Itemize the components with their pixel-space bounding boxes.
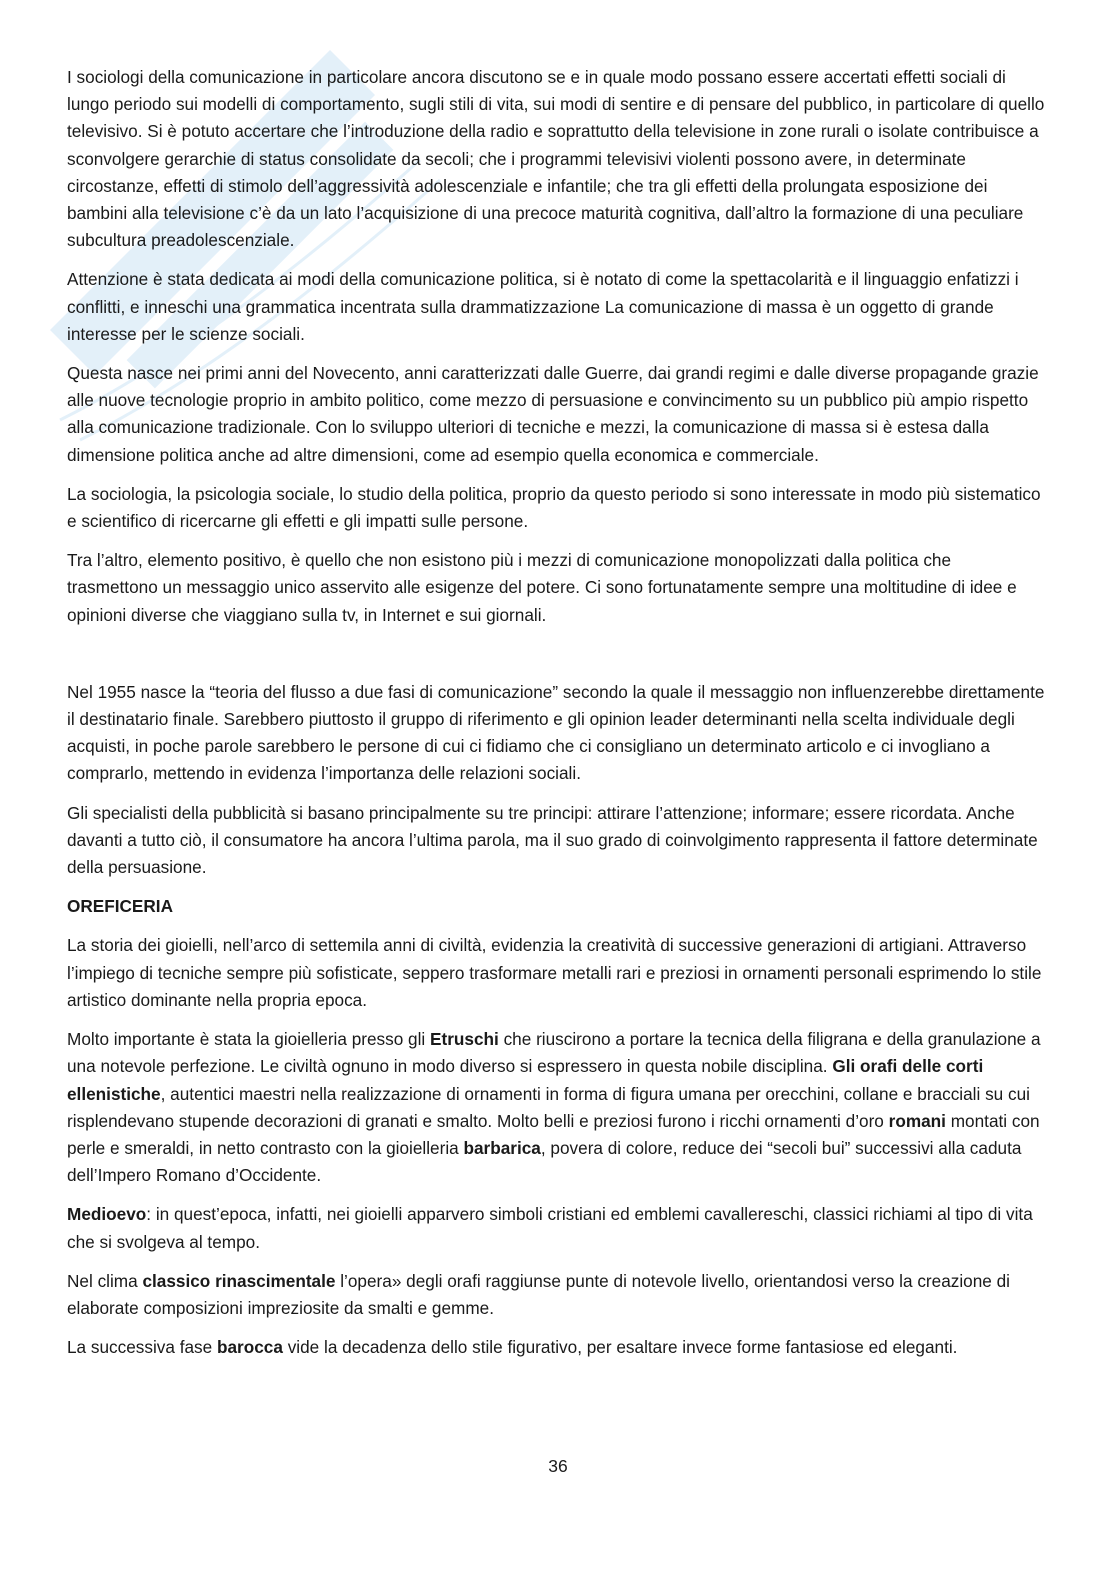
text-run: , autentici maestri nella realizzazione di ornamenti in forma di figura umana per orecchini, collane e bracciali su cui risplendevano stupende decorazioni di granati e smalto. Molto belli e preziosi furono i ricchi ornamenti d’oro [67,1083,1030,1131]
text-run: La successiva fase [67,1337,217,1358]
paragraph: Tra l’altro, elemento positivo, è quello che non esistono più i mezzi di comunicazione monopolizzati dalla politica che trasmettono un messaggio unico asservito alle esigenze del potere. Ci sono fortunatamente sempre una moltitudine di idee e opinioni diverse che viaggiano sulla tv, in Internet e sui giornali. [67,550,1017,625]
document-page [67,64,1045,1373]
text-run: vide la decadenza dello stile figurativo, per esaltare invece forme fantasiose ed eleganti. [282,1337,958,1358]
bold-term: classico rinascimentale [142,1270,336,1291]
bold-term: Medioevo [67,1204,147,1225]
bold-term: barbarica [463,1137,541,1158]
bold-term: Etruschi [430,1029,499,1050]
page-number: 36 [548,1456,568,1476]
text-run: che riuscirono a portare la tecnica della filigrana e della granulazione a una notevole perfezione. Le civiltà ognuno in modo diverso si espressero in questa nobile disciplina. [67,1029,1041,1077]
text-run: Nel clima [67,1270,143,1291]
paragraph [67,1201,1045,1255]
text-run: Molto importante è stata la gioielleria presso gli [67,1029,431,1050]
paragraph: Attenzione è stata dedicata ai modi della comunicazione politica, si è notato di come la spettacolarità e il linguaggio enfatizzi i conflitti, e inneschi una grammatica incentrata sulla drammatizzazione La comunicazione di massa è un oggetto di grande interesse per le scienze sociali. [67,269,1019,344]
paragraph: La storia dei gioielli, nell’arco di settemila anni di civiltà, evidenzia la creatività di successive generazioni di artigiani. Attraverso l’impiego di tecniche sempre più sofisticate, seppero trasformare metalli rari e preziosi in ornamenti personali esprimendo lo stile artistico dominante nella propria epoca. [67,935,1042,1010]
section-heading: OREFICERIA [67,896,173,917]
paragraph: Questa nasce nei primi anni del Novecento, anni caratterizzati dalle Guerre, dai grandi regimi e dalle diverse propagande grazie alle nuove tecnologie proprio in ambito politico, come mezzo di persuasione e convincimento su un pubblico più ampio rispetto alla comunicazione tradizionale. Con lo sviluppo ulteriori di tecniche e mezzi, la comunicazione di massa si è estesa dalla dimensione politica anche ad altre dimensioni, come ad esempio quella economica e commerciale. [67,363,1039,465]
bold-term: Gli orafi delle corti ellenistiche [67,1056,984,1104]
text-run: montati con perle e smeraldi, in netto contrasto con la gioielleria [67,1110,1040,1158]
text-run: l’opera» degli orafi raggiunse punte di notevole livello, orientandosi verso la creazione di elaborate composizioni impreziosite da smalti e gemme. [67,1270,1011,1318]
bold-term: romani [888,1110,946,1131]
paragraph [67,1334,1045,1361]
text-run: : in quest’epoca, infatti, nei gioielli apparvero simboli cristiani ed emblemi cavallereschi, classici richiami al tipo di vita che si svolgeva al tempo. [67,1204,1033,1252]
bold-term: barocca [217,1337,283,1358]
paragraph: Nel 1955 nasce la “teoria del flusso a due fasi di comunicazione” secondo la quale il messaggio non influenzerebbe direttamente il destinatario finale. Sarebbero piuttosto il gruppo di riferimento e gli opinion leader determinanti nella scelta individuale degli acquisti, in poche parole sarebbero le persone di cui ci fidiamo che ci consigliano un determinato articolo e ci invogliano a comprarlo, mettendo in evidenza l’importanza delle relazioni sociali. [67,681,1045,784]
text-run: , povera di colore, reduce dei “secoli bui” successivi alla caduta dell’Impero Romano d’Occidente. [67,1137,1022,1186]
paragraph [67,1026,1045,1189]
paragraph [67,1268,1045,1322]
paragraph: Gli specialisti della pubblicità si basano principalmente su tre principi: attirare l’attenzione; informare; essere ricordata. Anche davanti a tutto ciò, il consumatore ha ancora l’ultima parola, ma il suo grado di coinvolgimento rappresenta il fattore determinate della persuasione. [67,802,1038,878]
paragraph: I sociologi della comunicazione in particolare ancora discutono se e in quale modo possano essere accertati effetti sociali di lungo periodo sui modelli di comportamento, sugli stili di vita, sui modi di sentire e di pensare del pubblico, in particolare di quello televisivo. Si è potuto accertare che l’introduzione della radio e soprattutto della televisione in zone rurali o isolate contribuisce a sconvolgere gerarchie di status consolidate da secoli; che i programmi televisivi violenti possono avere, in determinate circostanze, effetti di stimolo dell’aggressività adolescenziale e infantile; che tra gli effetti della prolungata esposizione dei bambini alla televisione c’è da un lato l’acquisizione di una precoce maturità cognitiva, dall’altro la formazione di una peculiare subcultura preadolescenziale. [67,67,1045,251]
paragraph: La sociologia, la psicologia sociale, lo studio della politica, proprio da questo periodo si sono interessate in modo più sistematico e scientifico di ricercarne gli effetti e gli impatti sulle persone. [67,483,1041,532]
